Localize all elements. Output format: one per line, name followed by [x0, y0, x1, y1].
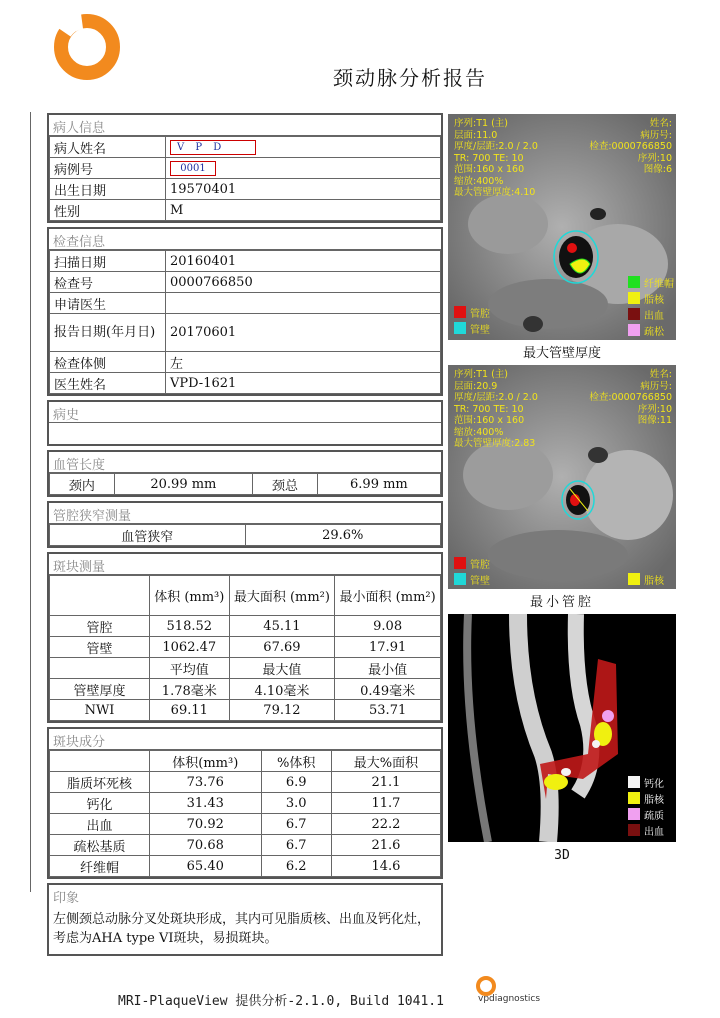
cell: 65.40 [150, 856, 262, 877]
header-cell: 最大%面积 [331, 751, 440, 772]
table-row [50, 352, 441, 373]
legend-swatch-wall [454, 573, 466, 585]
table-row [50, 637, 441, 658]
label-cell: 出生日期 [50, 179, 166, 200]
section-title: 检查信息 [49, 229, 441, 250]
cell: 17.91 [335, 637, 441, 658]
cell: 11.7 [331, 793, 440, 814]
mri-info-text: 序列:T1 (主) 层面:20.9 厚度/层距:2.0 / 2.0 TR: 700 TE: 10 范围:160 x 160 缩放:400% 最大管壁厚度:2.83 [454, 369, 538, 449]
cell: 73.76 [150, 772, 262, 793]
table-row [50, 200, 441, 221]
legend-swatch-lipid-core [628, 292, 640, 304]
header-cell: %体积 [261, 751, 331, 772]
page-title: 颈动脉分析报告 [333, 66, 487, 90]
table-header-row [50, 576, 441, 616]
cell: 69.11 [150, 700, 230, 721]
legend-label: 出血 [644, 827, 664, 838]
cell: 4.10毫米 [229, 679, 335, 700]
legend-label: 管腔 [470, 309, 490, 320]
value-cell: VPD-1621 [166, 373, 441, 394]
cell: 6.7 [261, 835, 331, 856]
image-panel [448, 114, 676, 867]
value-cell: 左 [166, 352, 441, 373]
exam-info-section [47, 227, 443, 396]
cell: 管壁厚度 [50, 679, 150, 700]
table-row [50, 137, 441, 158]
legend-label: 脂核 [644, 576, 664, 587]
header-cell [50, 658, 150, 679]
cell: 21.1 [331, 772, 440, 793]
mri-info-right: 姓名: 病历号: 检查:0000766850 序列:10 图像:11 [589, 369, 672, 426]
image-caption: 最小管腔 [529, 595, 594, 610]
section-title: 血管长度 [49, 452, 441, 473]
legend-swatch-fibrous-cap [628, 276, 640, 288]
value-cell [166, 293, 441, 314]
cell: 出血 [50, 814, 150, 835]
table-row [50, 293, 441, 314]
cell: 67.69 [229, 637, 335, 658]
table-row [50, 814, 441, 835]
patient-info-section [47, 113, 443, 223]
cell: 70.92 [150, 814, 262, 835]
cell: 29.6% [245, 525, 441, 546]
cell: 血管狭窄 [50, 525, 246, 546]
header-cell: 体积 (mm³) [150, 576, 230, 616]
legend-swatch-loose-matrix [628, 808, 640, 820]
header-cell [50, 576, 150, 616]
cell: 79.12 [229, 700, 335, 721]
header-cell: 体积(mm³) [150, 751, 262, 772]
header-cell [50, 751, 150, 772]
header-cell: 最大面积 (mm²) [229, 576, 335, 616]
plaque-composition-section [47, 727, 443, 879]
legend-swatch-loose-matrix [628, 324, 640, 336]
cell: 22.2 [331, 814, 440, 835]
section-title: 管腔狭窄测量 [49, 503, 441, 524]
cell: 20.99 mm [114, 474, 252, 495]
cell: 6.9 [261, 772, 331, 793]
cell: 颈内 [50, 474, 115, 495]
legend-label: 管腔 [470, 560, 490, 571]
legend-label: 疏松 [644, 327, 664, 338]
mri-max-wall-thickness-image [448, 114, 676, 340]
value-cell: M [166, 200, 441, 221]
cell: 纤维帽 [50, 856, 150, 877]
impression-section [47, 883, 443, 956]
header-cell: 最小面积 (mm²) [335, 576, 441, 616]
cell: 0.49毫米 [335, 679, 441, 700]
section-title: 斑块测量 [49, 554, 441, 575]
history-section [47, 400, 443, 446]
cell: 管壁 [50, 637, 150, 658]
cell: 颈总 [253, 474, 318, 495]
value-cell: 19570401 [166, 179, 441, 200]
section-title: 斑块成分 [49, 729, 441, 750]
label-cell: 检查体侧 [50, 352, 166, 373]
table-row [50, 772, 441, 793]
mri-info-text: 序列:T1 (主) 层面:11.0 厚度/层距:2.0 / 2.0 TR: 700 TE: 10 范围:160 x 160 缩放:400% 最大管壁厚度:4.10 [454, 118, 538, 198]
table-row [50, 179, 441, 200]
section-title: 病史 [49, 402, 441, 423]
table-row [50, 700, 441, 721]
label-cell: 检查号 [50, 272, 166, 293]
legend-label: 脂核 [644, 795, 664, 806]
label-cell: 病例号 [50, 158, 166, 179]
cell: 14.6 [331, 856, 440, 877]
cell: 6.99 mm [317, 474, 440, 495]
table-row [50, 525, 441, 546]
table-row [50, 373, 441, 394]
cell: 钙化 [50, 793, 150, 814]
vessel-length-section [47, 450, 443, 497]
label-cell: 报告日期(年月日) [50, 314, 166, 352]
legend-swatch-wall [454, 322, 466, 334]
table-row [50, 793, 441, 814]
legend-label: 纤维帽 [644, 279, 674, 290]
table-row [50, 272, 441, 293]
table-row [50, 835, 441, 856]
cell: 6.7 [261, 814, 331, 835]
cell: 9.08 [335, 616, 441, 637]
cell: 管腔 [50, 616, 150, 637]
cell: 6.2 [261, 856, 331, 877]
label-cell: 扫描日期 [50, 251, 166, 272]
cell: 31.43 [150, 793, 262, 814]
impression-text: 左侧颈总动脉分叉处斑块形成，其内可见脂质核、出血及钙化灶，考虑为AHA type VI斑块，易损斑块。 [53, 912, 431, 946]
legend-swatch-lumen [454, 306, 466, 318]
table-row [50, 856, 441, 877]
cell: 518.52 [150, 616, 230, 637]
margin-rule [30, 112, 31, 892]
section-title: 印象 [53, 891, 80, 906]
header-cell: 最大值 [229, 658, 335, 679]
legend-swatch-hemorrhage [628, 308, 640, 320]
3d-vessel-rendering [448, 614, 676, 842]
stenosis-section [47, 501, 443, 548]
legend-label: 疏质 [644, 811, 664, 822]
mri-info-right: 姓名: 病历号: 检查:0000766850 序列:10 图像:6 [589, 118, 672, 175]
case-number-value: 0001 [170, 161, 216, 176]
image-caption: 3D [554, 848, 570, 863]
footer-text: MRI-PlaqueView 提供分析-2.1.0, Build 1041.1 [118, 994, 444, 1009]
legend-label: 管壁 [470, 576, 490, 587]
legend-swatch-hemorrhage [628, 824, 640, 836]
value-cell: 20170601 [166, 314, 441, 352]
patient-name-value: V P D [170, 140, 256, 155]
cell: 疏松基质 [50, 835, 150, 856]
image-caption: 最大管壁厚度 [522, 346, 601, 361]
cell: 45.11 [229, 616, 335, 637]
label-cell: 病人姓名 [50, 137, 166, 158]
label-cell: 申请医生 [50, 293, 166, 314]
table-row [50, 314, 441, 352]
value-cell: 20160401 [166, 251, 441, 272]
plaque-measure-section [47, 552, 443, 723]
table-row [50, 679, 441, 700]
cell: 1062.47 [150, 637, 230, 658]
label-cell: 医生姓名 [50, 373, 166, 394]
header-cell: 平均值 [150, 658, 230, 679]
3d-vessel-graphic [448, 614, 676, 842]
legend-label: 出血 [644, 311, 664, 322]
cell: 53.71 [335, 700, 441, 721]
table-row [50, 158, 441, 179]
table-row [50, 251, 441, 272]
legend-swatch-lumen [454, 557, 466, 569]
legend-swatch-lipid-core [628, 792, 640, 804]
history-content [49, 423, 441, 444]
table-row [50, 474, 441, 495]
value-cell: 0000766850 [166, 272, 441, 293]
cell: 70.68 [150, 835, 262, 856]
legend-label: 脂核 [644, 295, 664, 306]
mri-min-lumen-image [448, 365, 676, 589]
header-cell: 最小值 [335, 658, 441, 679]
section-title: 病人信息 [49, 115, 441, 136]
table-header-row [50, 658, 441, 679]
table-header-row [50, 751, 441, 772]
cell: NWI [50, 700, 150, 721]
legend-swatch-lipid-core [628, 573, 640, 585]
report-tables [47, 113, 443, 960]
value-cell [166, 137, 441, 158]
legend-label: 钙化 [644, 779, 664, 790]
value-cell [166, 158, 441, 179]
legend-label: 管壁 [470, 325, 490, 336]
footer-brand-name: vpdiagnostics [478, 994, 541, 1004]
label-cell: 性别 [50, 200, 166, 221]
table-row [50, 616, 441, 637]
cell: 脂质坏死核 [50, 772, 150, 793]
cell: 1.78毫米 [150, 679, 230, 700]
cell: 21.6 [331, 835, 440, 856]
cell: 3.0 [261, 793, 331, 814]
legend-swatch-calcification [628, 776, 640, 788]
